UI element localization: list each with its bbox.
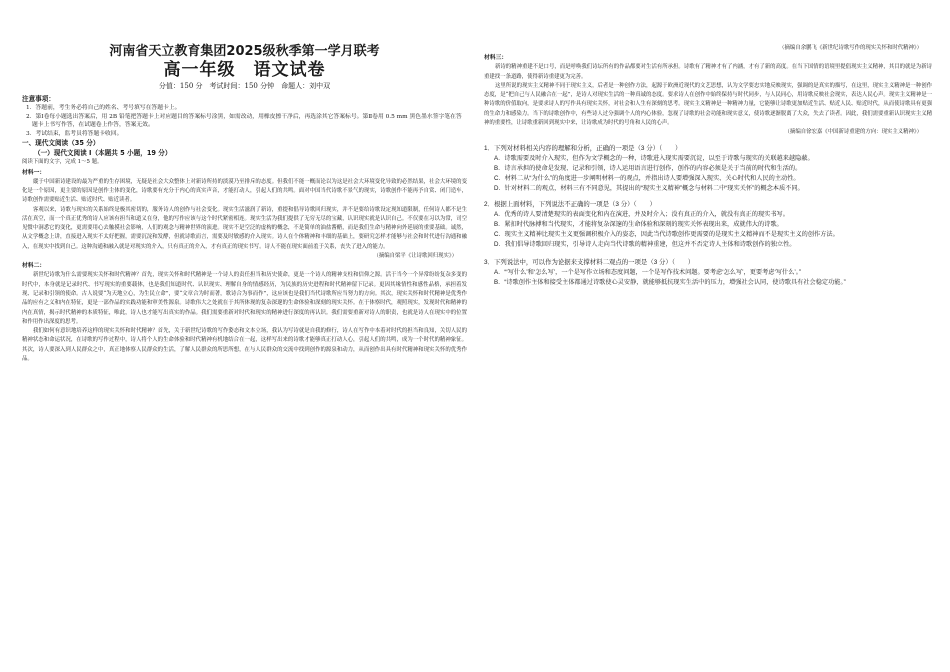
- material-1-paragraph: 客观以来，诗歌与现实的关系始终是极其密切的，服务诗人的创作与社会变化。现实生活滋润了新诗，重提和倡导诗歌回归现实，并不是要给诗歌设定现知道限制，任何诗人都不是生活在真空，而一个真正优秀的诗人应该有担当和道义在身，他的写作应该与这个时代紧密相连。现实生活为我们提供了无穷无尽的宝藏，认识现实就是认识自己。不仅要在习以为常，司空见惯中洞悉它的变化，更需要用心去触摸社会影响，人们的观念与精神世界的演进。现实不是空泛的虚构的概念，不是简单的油盐酱醋，而是我们生命与精神向外延展的重要基础。诚然，从文学概念上讲，直接进入现实不太好把握，需要沉淀和发酵，但就诗歌而言，需要及时敏感的介入现实。诗人在个体精神和丰细的基础上，要研究怎样才能够与社会和时代进行沟通和融入，在现实中找到自己。这种沟通和融入就是对现实的介入，只有真正的介入，才有真正的现实书写。诗人不能在现实面前羞于关系，丧失了进入的能力。: [22, 206, 467, 250]
- section-heading: 一、现代文阅读（35 分）: [22, 139, 100, 148]
- question-option: B．“诗歌创作主体和接受主体都通过诗歌使心灵安静，就能够抵抗现实生活中的压力，增强社会认同，使诗歌具有社会稳定功能。”: [494, 278, 846, 286]
- material-1-label: 材料一：: [22, 169, 46, 176]
- subsection-heading: （一）现代文阅读 Ⅰ（本题共 5 小题，19 分）: [34, 149, 172, 158]
- question-2: [484, 200, 932, 250]
- question-1: [484, 144, 932, 194]
- question-option: A．“‘写什么’和‘怎么写’，一个是写作立场和态度问题，一个是写作技术问题。要考虑‘怎么写’，更要考虑‘写什么’。”: [494, 268, 801, 276]
- question-stem: 1．下列对材料相关内容的理解和分析，正确的一项是（3 分）（ ）: [484, 144, 682, 152]
- material-3-source: （摘编自徐宏嘉《中国新诗重建的方向：现实主义精神》）: [784, 129, 922, 136]
- left-column: [22, 44, 467, 364]
- material-3-label: 材料三：: [484, 55, 508, 62]
- exam-info: 分值：150 分 考试时间：150 分钟 命题人：刘中双: [158, 82, 331, 90]
- material-3-paragraph: 新诗的精神重建不是口号，而是呼唤我们诗坛所有的作品都要对生活有所承担。诗歌有了精神才有了内涵，才有了新的高度。在当下国情的语境里提倡现实主义精神，其目的就是为新诗重建找一条道路，使得新诗重建更为完善。: [484, 64, 932, 80]
- question-option: C．现实主义精神比现实主义更强调积极介入的姿态，因此当代诗歌创作更需要的是现实主义精神而不是现实主义的创作方法。: [494, 230, 839, 238]
- material-2-label: 材料二：: [22, 263, 46, 270]
- reading-instruction: 阅读下面的文字，完成 1～5 题。: [22, 159, 103, 166]
- question-option: A．诗歌需要及时介入现实，但作为文学概念的一种，诗歌进入现实需要沉淀，以至于诗歌与现实的关联越来越隐蔽。: [494, 154, 814, 162]
- material-1-paragraph: 縱于中国新诗建设的最为严重的生存困境，无疑是社会大众整体上对新诗所持的淡漠乃至排斥的态度。但我们不能一概而论以为这是社会大环境变化导致的必然结果，社会大环境的变化是一个原因，更主要的原因是创作主体的变化，诗歌要有充分于内心的真实声音，才能打动人，引起人们的共鸣。面对中国当代诗歌不景气的现实，诗歌创作不能再予自赏、闭门造车，诗歌创作需要贴近生活、贴近时代、贴近读者。: [22, 178, 467, 204]
- question-stem: 3．下列说法中，可以作为论据来支撑材料二观点的一项是（3 分）（ ）: [484, 258, 695, 266]
- note-item: 2．第Ⅰ卷每小题选出答案后，用 2B 铅笔把答题卡上对应题目的答案标号涂黑，如需改动，用橡皮擦干净后，再选涂其它答案标号。第Ⅱ卷用 0.5 mm 黑色墨水签字笔在答题卡上书写作答，在试题卷上作答，答案无效。: [26, 113, 462, 129]
- note-item: 1．答题前，考生务必将自己的姓名、考号填写在答题卡上。: [26, 105, 181, 111]
- question-option: B．紧扣时代脉搏和当代现实，才能将复杂深邃的生命体验和深刻的现实关怀表现出来，成就伟大的诗歌。: [494, 220, 783, 228]
- right-column: [484, 44, 932, 288]
- question-3: [484, 258, 932, 288]
- note-item: 3．考试结束，监考员将答题卡收回。: [26, 130, 123, 137]
- question-option: A．优秀的诗人要清楚现实的表面变化和内在演进，并及时介入；没有真正的介入，就没有真正的现实书写。: [494, 210, 789, 218]
- notes-heading: 注意事项：: [22, 95, 55, 103]
- question-stem: 2．根据上面材料，下列说法不正确的一项是（3 分）（ ）: [484, 200, 656, 208]
- material-2-source: （摘编自余鹏飞《新世纪诗歌写作的现实关怀和时代精神》）: [779, 45, 922, 51]
- exam-title: 高一年级 语文试卷: [163, 60, 326, 80]
- material-2-paragraph: 我们如何有意识地培养这样的现实关怀和时代精神？首先，关于新世纪诗歌的写作姿态和文本立场，我认为写诗就是自我的修行，诗人在写作中本着对时代的担当和良知，关切人民的精神状态和命运状况，在诗歌的写作过程中，诗人将个人的生命体验和时代精神有机地结合在一起，这样写出来的诗歌才能够真正打动人心，引起人们的共鸣，成为一个时代的精神象征。其次，诗人要深入到人民群众之中，真正地体察人民群众的生活，了解人民群众的所思所想，在与人民群众的交流中找到创作的源泉和动力，从而创作出具有时代精神和现实关怀的优秀作品。: [22, 328, 467, 363]
- material-1-source: （摘编自梁平《让诗歌回归现实》）: [373, 253, 457, 260]
- question-option: C．材料二从“为什么”的角度进一步阐明材料一的观点，并指出诗人要增强深入现实、关心时代和人民的主动性。: [494, 174, 800, 182]
- material-2-paragraph: 新世纪诗歌为什么需要现实关怀和时代精神？首先，现实关怀和时代精神是一个诗人的责任担当和历史使命，更是一个诗人的精神支柱和信仰之源。活于当今一个异常纷纷复杂多变的时代中，本身就是记录时代、书写现实的重要载体，也是我们知道时代、认识现实、理解自身的情感经历，为民族的历史进程和时代精神留下记录。更因其缘情性和感性品格，承担着发现、记录和引领的使命。古人说要“为天地立心，为生民立命”，要“文章合为时而著，歌诗合为事而作”，这应该也是我们当代诗歌所应当努力的方向。其次，现实关怀和时代精神是优秀作品的应有之义和内在特征，更是一部作品的实践功能和审美性源泉。诗歌伟大之处就在于其所体现的复杂深邃的生命体验和深刻的现实关怀。在于体察时代，观照现实，发现时代和精神的内在真情，揭示时代精神的本质特征，唯此，诗人也才能写出真实的作品。我们需要重新对时代和现实的精神进行深度的再认识。我们需要重新对诗人的职责，也就是诗人在现实中的位置和作用作出深度的思考。: [22, 272, 467, 325]
- question-option: B．诗言承担的使命是发现、记录和引领，诗人运用语言进行创作，创作的内容必须是关于当前的时代和生活的。: [494, 164, 802, 172]
- material-3-paragraph: 这里所说的现实主义精神不同于现实主义，后者是一种创作方法，起源于欧洲近现代的文艺思想，认为文学要忠实地反映现实，强调的是真实的描写，在这里，现实主义精神是一种创作态度，是“把自己与人民融合在一起”，是诗人对现实生活的一种真诚的态度。要求诗人在创作中始终保持与时代同步，与人民同心，用诗歌反映社会现实，表达人民心声。现实主义精神是一种诗歌的价值取向，是要求诗人的写作具有现实关怀，对社会和人生有深刻的思考。现实主义精神是一种精神力量，它能够让诗歌更加贴近生活、贴近人民、贴近时代，从而使诗歌具有更强的生命力和感染力。当下的诗歌创作中，有些诗人过分强调个人的内心体验，忽视了诗歌的社会功能和现实意义，使诗歌逐渐脱离了大众，失去了读者。因此，我们需要重新认识现实主义精神的重要性，让诗歌重新回到现实中来，让诗歌成为时代的号角和人民的心声。: [484, 82, 932, 127]
- exam-organizer: 河南省天立教育集团2025级秋季第一学月联考: [109, 44, 380, 59]
- question-option: D．针对材料二的观点，材料三有不同意见，其提出的“现实主义精神”概念与材料二中“现实关怀”的概念本质不同。: [494, 184, 804, 192]
- question-option: D．我们倡导诗歌回归现实，引导诗人走向当代诗歌的精神重建，但这并不否定诗人主体和诗歌创作的独立性。: [494, 240, 796, 248]
